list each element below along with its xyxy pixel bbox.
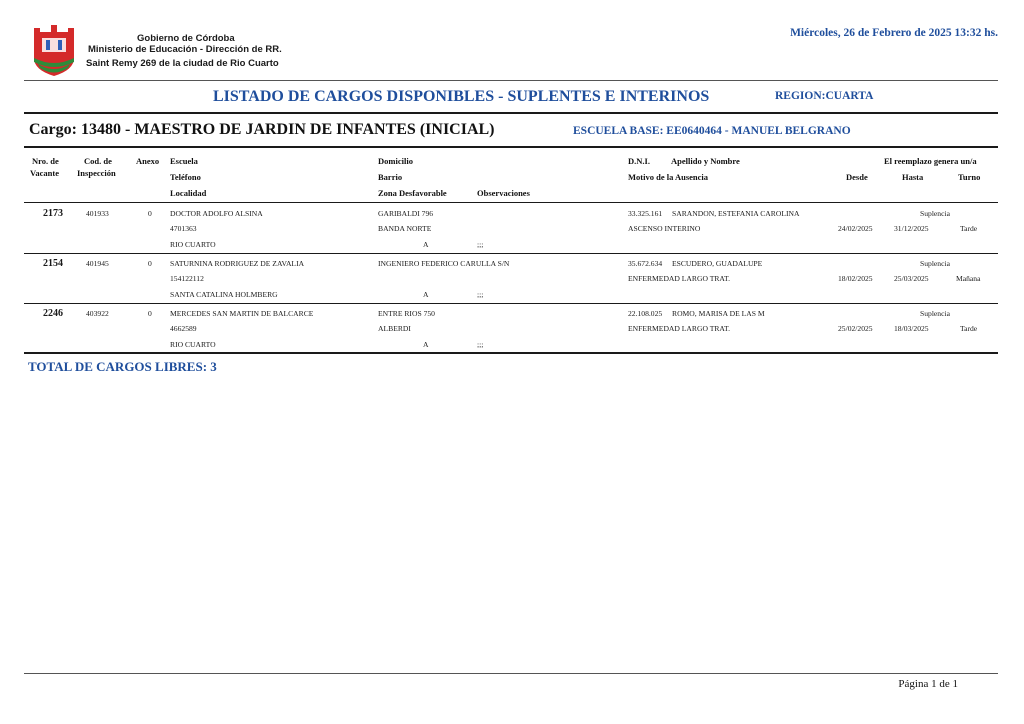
row-nombre: SARANDON, ESTEFANIA CAROLINA <box>672 209 800 218</box>
row-barrio: BANDA NORTE <box>378 224 432 233</box>
row-tipo: Suplencia <box>920 259 950 268</box>
row-hasta: 18/03/2025 <box>894 324 929 333</box>
row-telefono: 4701363 <box>170 224 197 233</box>
row-nombre: ESCUDERO, GUADALUPE <box>672 259 763 268</box>
row-telefono: 4662589 <box>170 324 197 333</box>
col-localidad: Localidad <box>170 188 207 198</box>
col-dni: D.N.I. <box>628 156 650 166</box>
col-turno: Turno <box>958 172 981 182</box>
row-turno: Tarde <box>960 324 978 333</box>
row-domicilio: GARIBALDI 796 <box>378 209 434 218</box>
row-inspeccion: 401933 <box>86 209 109 218</box>
col-domicilio: Domicilio <box>378 156 413 166</box>
row-observaciones: ;;; <box>477 290 484 299</box>
row-escuela: DOCTOR ADOLFO ALSINA <box>170 209 263 218</box>
table-bottom-divider <box>24 352 998 354</box>
row-tipo: Suplencia <box>920 209 950 218</box>
row-turno: Tarde <box>960 224 978 233</box>
cordoba-coat-of-arms-logo <box>28 24 80 78</box>
page-number: Página 1 de 1 <box>898 678 958 690</box>
row-observaciones: ;;; <box>477 340 484 349</box>
col-zona: Zona Desfavorable <box>378 188 447 198</box>
cargo-heading: Cargo: 13480 - MAESTRO DE JARDIN DE INFANTES (INICIAL) <box>29 121 495 138</box>
row-anexo: 0 <box>148 259 152 268</box>
col-motivo: Motivo de la Ausencia <box>628 172 709 182</box>
row-zona: A <box>423 240 429 249</box>
org-address: Saint Remy 269 de la ciudad de Rio Cuarto <box>86 58 279 69</box>
row-dni: 35.672.634 <box>628 259 663 268</box>
row-vacante: 2154 <box>43 258 63 269</box>
row-escuela: MERCEDES SAN MARTIN DE BALCARCE <box>170 309 314 318</box>
columns-divider <box>24 202 998 203</box>
row-desde: 18/02/2025 <box>838 274 873 283</box>
report-title: LISTADO DE CARGOS DISPONIBLES - SUPLENTES E INTERINOS <box>213 88 710 105</box>
row-telefono: 154122112 <box>170 274 204 283</box>
region-label: REGION:CUARTA <box>775 90 874 102</box>
row-turno: Mañana <box>956 274 981 283</box>
col-barrio: Barrio <box>378 172 403 182</box>
row-escuela: SATURNINA RODRIGUEZ DE ZAVALIA <box>170 259 305 268</box>
col-telefono: Teléfono <box>170 172 201 182</box>
escuela-base-label: ESCUELA BASE: EE0640464 - MANUEL BELGRANO <box>573 125 851 137</box>
col-cod-inspeccion-2: Inspección <box>77 168 116 178</box>
row-inspeccion: 403922 <box>86 309 109 318</box>
col-apellido-nombre: Apellido y Nombre <box>671 156 740 166</box>
row-localidad: RIO CUARTO <box>170 340 216 349</box>
col-reemplazo: El reemplazo genera un/a <box>884 156 977 166</box>
row-motivo: ENFERMEDAD LARGO TRAT. <box>628 324 731 333</box>
row-motivo: ASCENSO INTERINO <box>628 224 701 233</box>
title-divider <box>24 112 998 114</box>
row-barrio: ALBERDI <box>378 324 411 333</box>
row-zona: A <box>423 340 429 349</box>
total-cargos <box>28 359 217 375</box>
row-observaciones: ;;; <box>477 240 484 249</box>
row-anexo: 0 <box>148 309 152 318</box>
total-value: 3 <box>210 359 217 374</box>
row-tipo: Suplencia <box>920 309 950 318</box>
org-name-line1: Gobierno de Córdoba <box>137 33 235 44</box>
row-vacante: 2173 <box>43 208 63 219</box>
org-name-line2: Ministerio de Educación - Dirección de RR. <box>88 44 282 55</box>
row-desde: 25/02/2025 <box>838 324 873 333</box>
cargo-divider <box>24 146 998 148</box>
col-hasta: Hasta <box>902 172 924 182</box>
total-label: TOTAL DE CARGOS LIBRES: <box>28 359 208 374</box>
row-motivo: ENFERMEDAD LARGO TRAT. <box>628 274 731 283</box>
row-hasta: 25/03/2025 <box>894 274 929 283</box>
row-nombre: ROMO, MARISA DE LAS M <box>672 309 765 318</box>
col-observaciones: Observaciones <box>477 188 530 198</box>
footer-divider <box>24 673 998 674</box>
col-desde: Desde <box>846 172 868 182</box>
row-divider <box>24 253 998 254</box>
row-domicilio: INGENIERO FEDERICO CARULLA S/N <box>378 259 510 268</box>
row-vacante: 2246 <box>43 308 63 319</box>
row-anexo: 0 <box>148 209 152 218</box>
report-datetime: Miércoles, 26 de Febrero de 2025 13:32 hs. <box>790 27 998 39</box>
row-localidad: SANTA CATALINA HOLMBERG <box>170 290 278 299</box>
row-desde: 24/02/2025 <box>838 224 873 233</box>
row-inspeccion: 401945 <box>86 259 109 268</box>
row-dni: 22.108.025 <box>628 309 663 318</box>
col-nro-vacante-2: Vacante <box>30 168 59 178</box>
row-zona: A <box>423 290 429 299</box>
col-nro-vacante: Nro. de <box>32 156 59 166</box>
col-cod-inspeccion: Cod. de <box>84 156 112 166</box>
row-hasta: 31/12/2025 <box>894 224 929 233</box>
row-dni: 33.325.161 <box>628 209 663 218</box>
row-localidad: RIO CUARTO <box>170 240 216 249</box>
row-domicilio: ENTRE RIOS 750 <box>378 309 435 318</box>
row-divider <box>24 303 998 304</box>
col-escuela: Escuela <box>170 156 198 166</box>
col-anexo: Anexo <box>136 156 160 166</box>
header-divider <box>24 80 998 81</box>
